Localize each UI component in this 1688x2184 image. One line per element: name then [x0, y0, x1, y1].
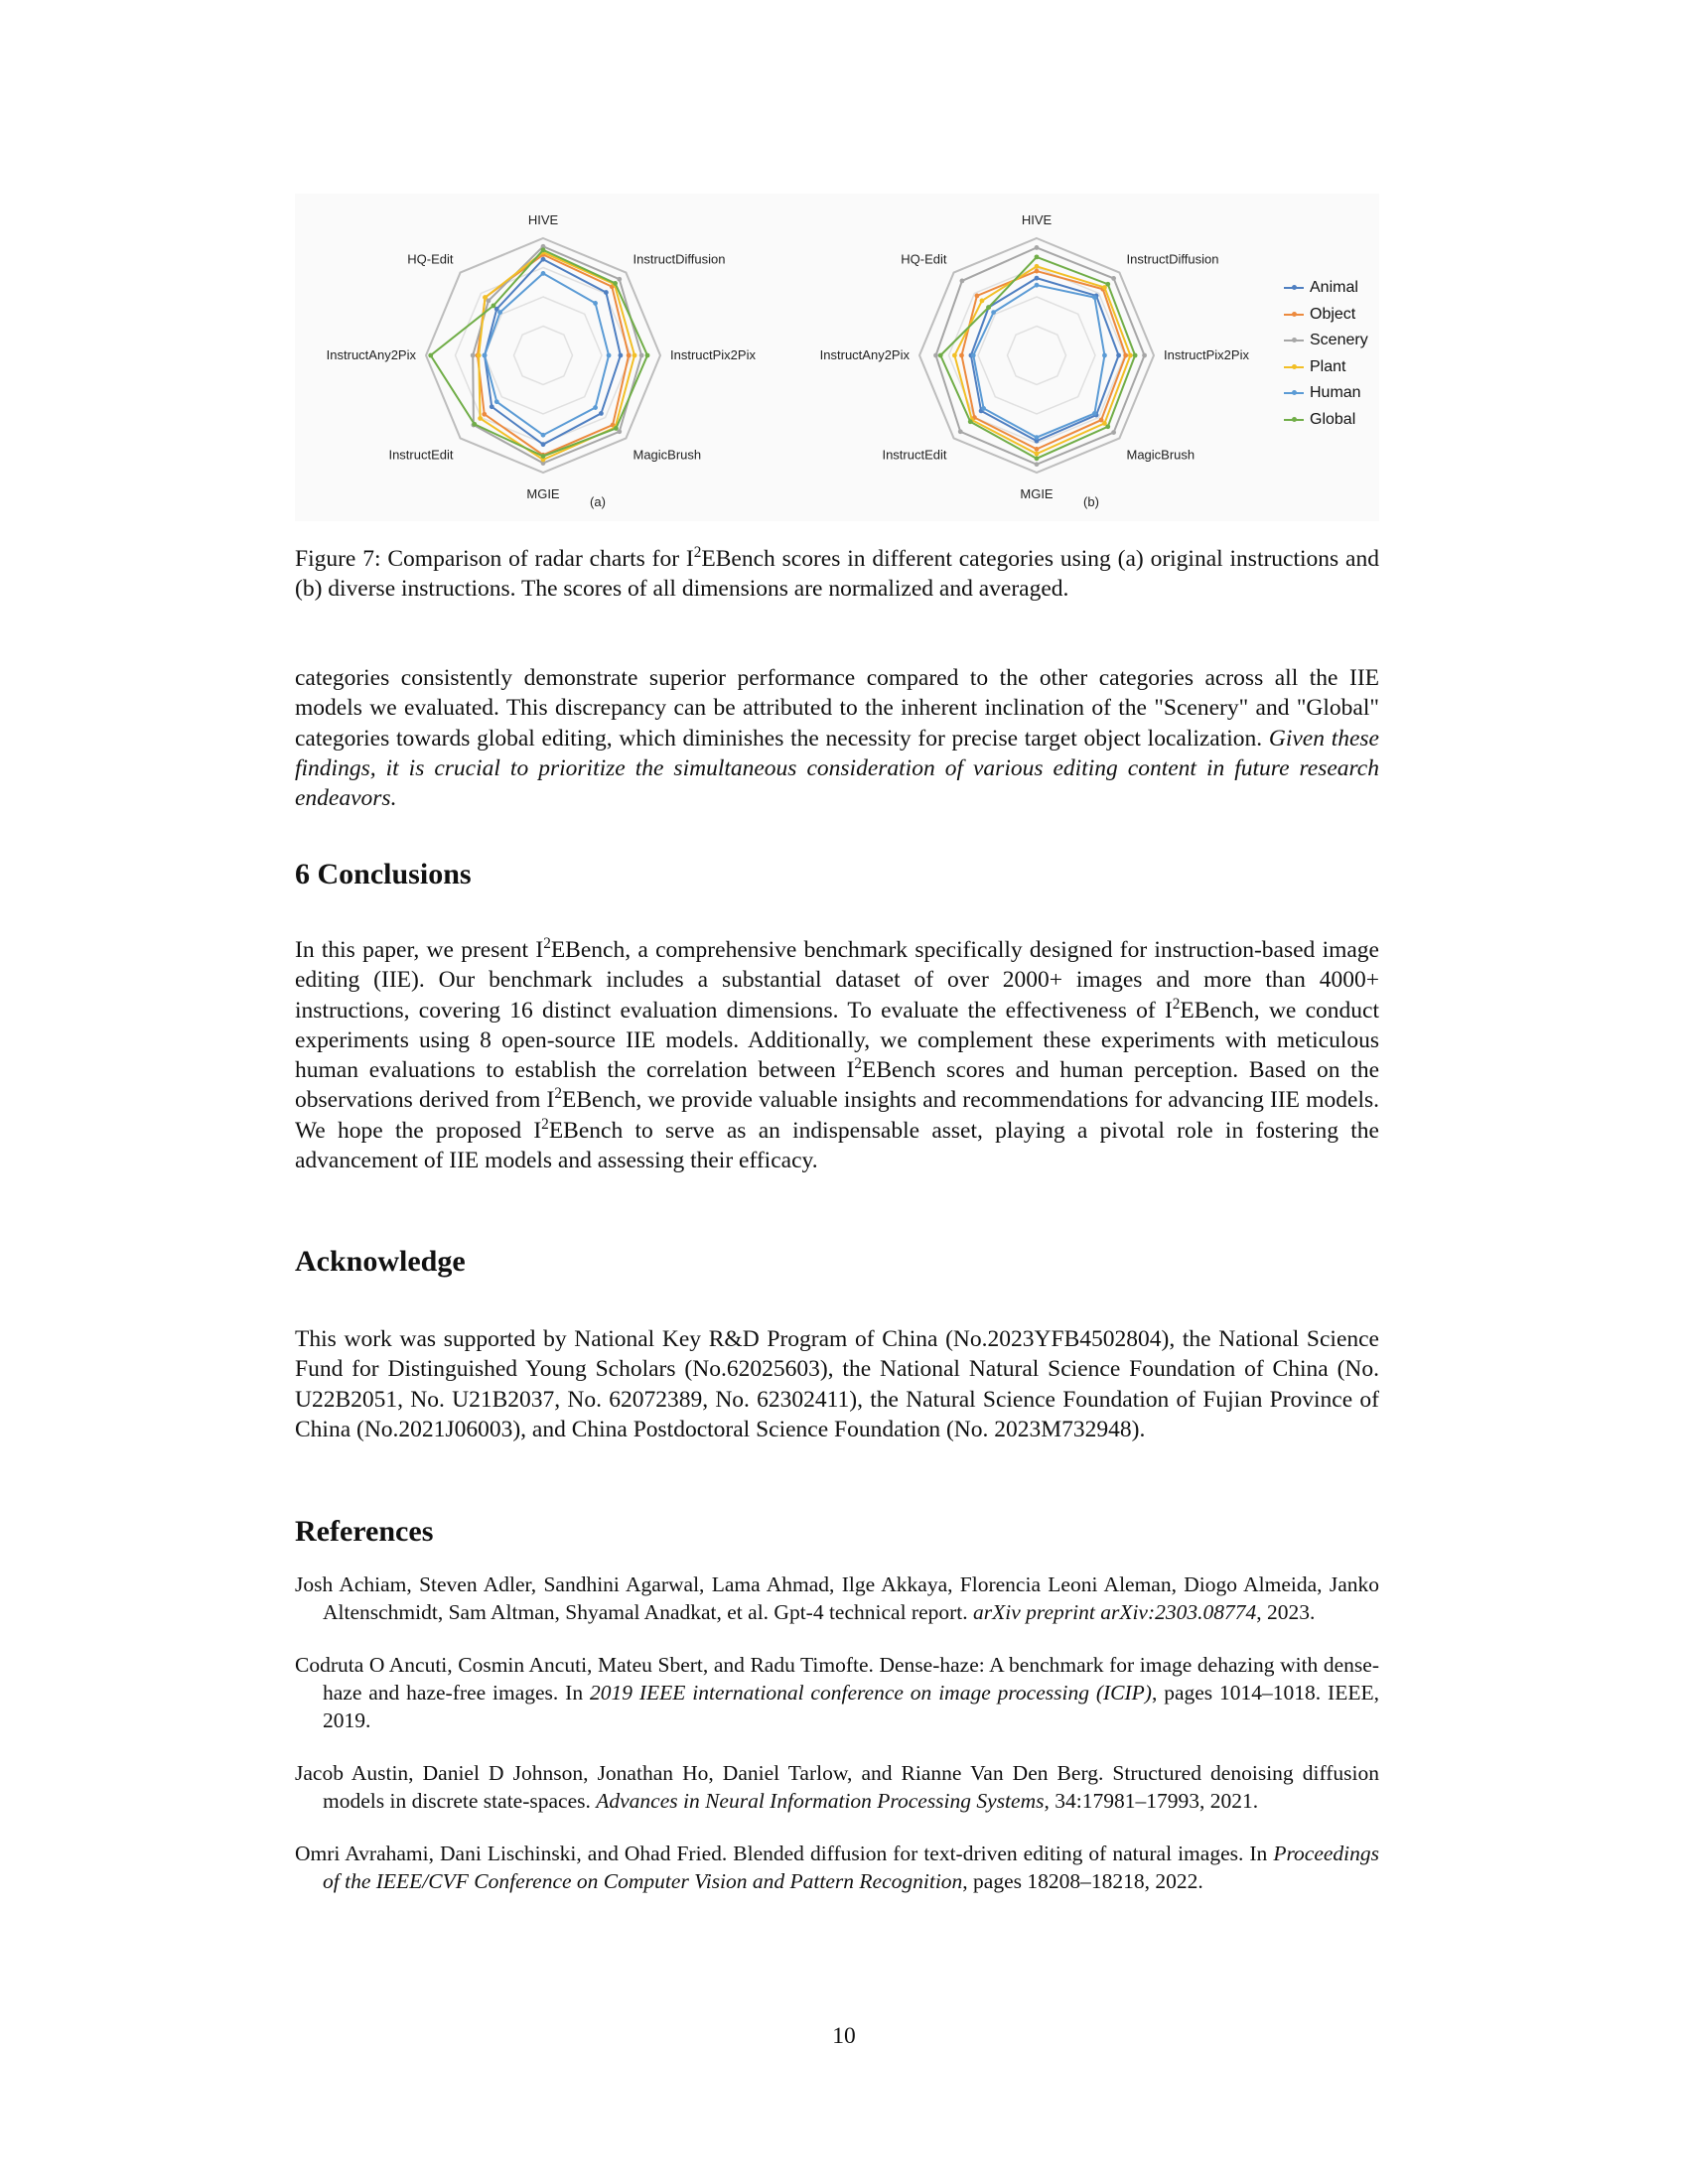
legend-item-object: Object — [1284, 302, 1368, 329]
data-point-human — [1092, 411, 1097, 416]
data-point-global — [1035, 254, 1040, 259]
data-point-scenery — [1035, 245, 1040, 250]
acknowledge-paragraph: This work was supported by National Key R&D Program of China (No.2023YFB4502804), the National Science Fund for Distinguished Young Scholars (No.62025603), the National Natural Science Foundation of China (No. U22B2051, No. U21B2037, No. 62072389, No. 62302411), the Natural Science Foundation of Fujian Province of China (No.2021J06003), and China Postdoctoral Science Foundation (No. 2023M732948). — [295, 1326, 1379, 1442]
data-point-plant — [1035, 452, 1040, 457]
grid-ring — [978, 297, 1095, 414]
data-point-global — [614, 426, 619, 431]
data-point-animal — [490, 404, 494, 409]
data-point-object — [959, 353, 964, 358]
data-point-human — [607, 353, 612, 358]
reference-item: Josh Achiam, Steven Adler, Sandhini Agarwal, Lama Ahmad, Ilge Akkaya, Florencia Leoni Aleman, Diogo Almeida, Janko Altenschmidt, Sam Altman, Shyamal Anadkat, et al. Gpt-4 technical report. arXiv preprint arXiv:2303.08774, 2023. — [295, 1572, 1379, 1624]
data-point-object — [1035, 447, 1040, 452]
continuation-paragraph: categories consistently demonstrate superior performance compared to the other categories across all the IIE models we evaluated. This discrepancy can be attributed to the inherent inclination of the "Scenery" and "Global" categories towards global editing, which diminishes the necessity for precise target object localization. Given these findings, it is crucial to prioritize the simultaneous consideration of various editing content in future research endeavors. — [295, 665, 1379, 812]
axis-label: MGIE — [526, 486, 560, 501]
data-point-global — [645, 353, 650, 358]
axis-label: InstructEdit — [388, 447, 454, 463]
data-point-human — [971, 353, 976, 358]
axis-label: HQ-Edit — [407, 251, 454, 267]
data-point-global — [1133, 353, 1138, 358]
data-point-global — [613, 281, 618, 286]
axis-label: HIVE — [1021, 212, 1053, 227]
data-point-scenery — [1111, 430, 1116, 435]
data-point-global — [492, 304, 496, 309]
data-point-object — [627, 353, 632, 358]
axis-label: InstructEdit — [882, 447, 947, 463]
figure-caption: Figure 7: Comparison of radar charts for $I^2EBench$ scores in different categories using (a) original instructions and (b) diverse instructions. The scores of all dimensions are normalized and averaged. — [295, 544, 1379, 602]
data-point-human — [483, 353, 488, 358]
data-point-global — [541, 247, 546, 252]
axis-label: HIVE — [527, 212, 559, 227]
axis-label: InstructDiffusion — [633, 251, 726, 267]
data-point-scenery — [1111, 276, 1116, 281]
data-point-plant — [633, 353, 637, 358]
data-point-human — [541, 433, 546, 438]
data-point-scenery — [617, 277, 622, 282]
data-point-plant — [952, 353, 957, 358]
data-point-scenery — [933, 353, 938, 358]
data-point-human — [593, 301, 598, 306]
axis-label: MagicBrush — [1126, 447, 1196, 463]
legend-item-scenery: Scenery — [1284, 328, 1368, 354]
data-point-animal — [541, 442, 546, 447]
grid-ring — [514, 327, 573, 385]
data-point-human — [541, 271, 546, 276]
data-point-animal — [541, 257, 546, 262]
data-point-global — [986, 305, 991, 310]
reference-item: Omri Avrahami, Dani Lischinski, and Ohad Fried. Blended diffusion for text-driven editing of natural images. In Proceedings of the IEEE/CVF Conference on Computer Vision and Pattern Recognition, pages 18208–18218, 2022. — [295, 1842, 1379, 1893]
data-point-global — [472, 422, 477, 427]
data-point-human — [497, 310, 502, 315]
data-point-scenery — [471, 353, 476, 358]
data-point-animal — [599, 411, 604, 416]
data-point-animal — [1116, 353, 1121, 358]
axis-label: MagicBrush — [633, 447, 702, 463]
series-line-human — [973, 285, 1104, 437]
data-point-scenery — [1035, 462, 1040, 467]
data-point-human — [1035, 283, 1040, 288]
data-point-global — [541, 454, 546, 459]
radar-chart-a — [295, 194, 791, 521]
data-point-object — [482, 412, 487, 417]
page-number: 10 — [832, 2023, 856, 2049]
legend-item-human: Human — [1284, 380, 1368, 407]
data-point-human — [981, 406, 986, 411]
references-list — [295, 1570, 1379, 1920]
data-point-human — [593, 405, 598, 410]
data-point-plant — [1128, 353, 1133, 358]
data-point-human — [1102, 353, 1107, 358]
data-point-global — [938, 353, 943, 358]
data-point-human — [1092, 295, 1097, 300]
data-point-human — [1035, 435, 1040, 440]
data-point-plant — [980, 299, 985, 304]
data-point-global — [1105, 424, 1110, 429]
data-point-animal — [618, 353, 623, 358]
acknowledge-heading: Acknowledge — [295, 1245, 466, 1278]
data-point-object — [1123, 353, 1128, 358]
data-point-human — [494, 399, 499, 404]
conclusions-heading: 6 Conclusions — [295, 858, 472, 890]
data-point-scenery — [958, 429, 963, 434]
conclusions-paragraph: In this paper, we present $I^2EBench$, a comprehensive benchmark specifically designed for instruction-based image editing (IIE). Our benchmark includes a substantial dataset of over 2000+ images and more than 4000+ instructions, covering 16 distinct evaluation dimensions. To evaluate the effectiveness of $I^2EBench$, we conduct experiments using 8 open-source IIE models. Additionally, we complement these experiments with meticulous human evaluations to establish the correlation between $I^2EBench$ scores and human perception. Based on the observations derived from $I^2EBench$, we provide valuable insights and recommendations for advancing IIE models. We hope the proposed $I^2EBench$ to serve as an indispensable asset, playing a pivotal role in fostering the advancement of IIE models and assessing their efficacy. — [295, 935, 1380, 1174]
axis-label: InstructPix2Pix — [670, 347, 756, 362]
legend-item-global: Global — [1284, 407, 1368, 434]
data-point-plant — [483, 295, 488, 300]
axis-label: InstructAny2Pix — [326, 347, 416, 362]
data-point-animal — [1035, 276, 1040, 281]
panel-label: (a) — [590, 494, 606, 509]
grid-ring — [485, 297, 602, 414]
chart-legend — [1284, 275, 1368, 433]
data-point-scenery — [960, 279, 965, 284]
data-point-global — [1035, 456, 1040, 461]
axis-label: MGIE — [1020, 486, 1054, 501]
figure-7 — [295, 194, 1379, 521]
data-point-scenery — [1142, 353, 1147, 358]
reference-item: Jacob Austin, Daniel D Johnson, Jonathan Ho, Daniel Tarlow, and Rianne Van Den Berg. Structured denoising diffusion models in discrete state-spaces. Advances in Neural Information Processing Systems, 34:17981–17993, 2021. — [295, 1761, 1379, 1813]
data-point-object — [975, 294, 980, 299]
data-point-human — [991, 310, 996, 315]
radar-chart-b — [788, 194, 1285, 521]
grid-ring — [1008, 327, 1066, 385]
data-point-plant — [1035, 264, 1040, 269]
axis-label: HQ-Edit — [901, 251, 947, 267]
data-point-scenery — [639, 353, 644, 358]
data-point-plant — [478, 416, 483, 421]
data-point-global — [1105, 282, 1110, 287]
legend-item-animal: Animal — [1284, 275, 1368, 302]
references-heading: References — [295, 1515, 434, 1548]
data-point-global — [428, 353, 433, 358]
axis-label: InstructAny2Pix — [819, 347, 910, 362]
data-point-animal — [604, 290, 609, 295]
data-point-object — [1035, 269, 1040, 274]
reference-item: Codruta O Ancuti, Cosmin Ancuti, Mateu Sbert, and Radu Timofte. Dense-haze: A benchmark for image dehazing with dense-haze and haze-free images. In 2019 IEEE international conference on image processing (ICIP), pages 1014–1018. IEEE, 2019. — [295, 1653, 1379, 1732]
axis-label: InstructDiffusion — [1126, 251, 1219, 267]
data-point-global — [968, 419, 973, 424]
axis-label: InstructPix2Pix — [1164, 347, 1249, 362]
legend-item-plant: Plant — [1284, 354, 1368, 381]
panel-label: (b) — [1083, 494, 1099, 509]
data-point-plant — [477, 353, 482, 358]
